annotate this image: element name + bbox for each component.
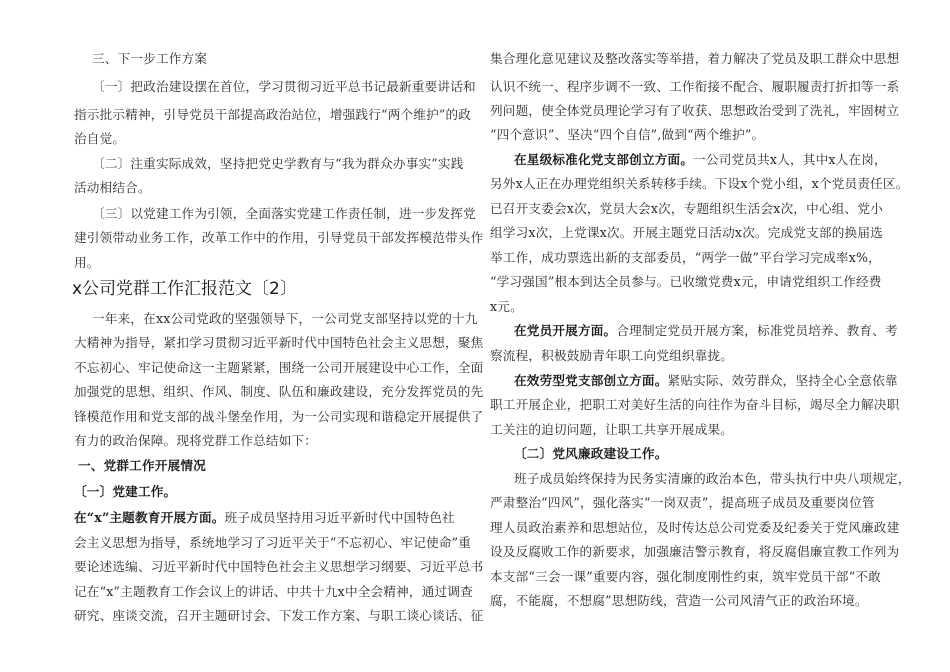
paragraph-line (514, 152, 887, 168)
paragraph-line: 列问题，使全体党员理论学习有了收获、思想政治受到了洗礼，牢固树立 (490, 103, 900, 118)
paragraph-line (74, 510, 455, 526)
paragraph-line: 理人员政治素养和思想站位，及时传达总公司党委及纪委关于党风廉政建 (490, 520, 900, 535)
paragraph-line: 举工作，成功票选出新的支部委员，“两学一做”平台学习完成率x%， (490, 250, 881, 265)
paragraph-line: 〔二〕注重实际成效，坚持把党史学教育与“我为群众办事实”实践 (92, 156, 464, 171)
paragraph-line: 有力的政治保障。现将党群工作总结如下： (74, 433, 318, 448)
inline-bold-heading: 在效劳型党支部创立方面。 (514, 373, 668, 388)
paragraph-line: 组学习x次，上党课x次。开展主题党日活动x次。完成党支部的换届选 (490, 225, 883, 240)
paragraph-line: 腐，不能腐，不想腐”思想防线，营造一公司风清气正的政治环境。 (490, 593, 868, 608)
section-heading-work-status: 一、党群工作开展情况 (78, 458, 206, 473)
paragraph-line: 已召开支委会x次，党员大会x次，专题组织生活会x次，中心组、党小 (490, 201, 883, 216)
subheading-clean-government: 〔二〕党风廉政建设工作。 (514, 446, 668, 461)
paragraph-line: 活动相结合。 (74, 180, 151, 195)
paragraph-line: 用。 (74, 255, 100, 270)
paragraph-line: 一年来，在xx公司党政的坚强领导下，一公司党支部坚持以党的十九 (92, 311, 478, 326)
paragraph-line (514, 323, 898, 339)
paragraph-line: 要论述选编、习近平新时代中国特色社会主义思想学习纲要、习近平总书 (74, 559, 484, 574)
paragraph-line: 察流程，积极鼓励青年职工向党组织靠拢。 (490, 348, 734, 363)
paragraph-line: 治自觉。 (74, 131, 126, 146)
paragraph-line: 班子成员始终保持为民务实清廉的政治本色，带头执行中央八项规定， (514, 471, 911, 486)
paragraph-line: 〔一〕把政治建设摆在首位，学习贯彻习近平总书记最新重要讲话和 (92, 79, 476, 94)
subheading-party-building: 〔一〕党建工作。 (74, 484, 177, 499)
paragraph-line: 指示批示精神，引导党员干部提高政治站位，增强践行“两个维护”的政 (74, 107, 472, 122)
inline-text: 一公司党员共x人，其中x人在岗， (693, 152, 887, 167)
paragraph-line: 会主义思想为指导，系统地学习了习近平关于“不忘初心、牢记使命”重 (74, 535, 472, 550)
inline-text: 紧贴实际、效劳群众，坚持全心全意依靠 (667, 373, 898, 388)
paragraph-line: x元。 (490, 299, 523, 314)
paragraph-line: 研究、座谈交流，召开主题研讨会、下发工作方案、与职工谈心谈话、征 (74, 608, 484, 623)
paragraph-line: 记在“x”主题教育工作会议上的讲话、中共十九x中全会精神，通过调查 (74, 584, 473, 599)
paragraph-line: 职工开展企业，把职工对美好生活的向往作为奋斗目标，竭尽全力解决职 (490, 397, 900, 412)
inline-text: 班子成员坚持用习近平新时代中国特色社 (224, 510, 455, 525)
paragraph-line: 设及反腐败工作的新要求，加强廉洁警示教育，将反腐倡廉宣教工作列为 (490, 544, 900, 559)
section-heading-next-steps: 三、下一步工作方案 (92, 51, 208, 66)
paragraph-line: 工关注的迫切问题，让职工共享开展成果。 (490, 422, 734, 437)
paragraph-line: 建引领带动业务工作，改革工作中的作用，引导党员干部发挥模范带头作 (74, 230, 484, 245)
inline-bold-heading: 在“x”主题教育开展方面。 (74, 510, 225, 525)
paragraph-line: 本支部“三会一课”重要内容，强化制度刚性约束，筑牢党员干部“不敢 (490, 569, 881, 584)
inline-text: 合理制定党员开展方案，标准党员培养、教育、考 (616, 323, 898, 338)
paragraph-line: 大精神为指导，紧扣学习贯彻习近平新时代中国特色社会主义思想，聚焦 (74, 335, 484, 350)
paragraph-line: 〔三〕以党建工作为引领，全面落实党建工作责任制，进一步发挥党 (92, 206, 476, 221)
inline-bold-heading: 在星级标准化党支部创立方面。 (514, 152, 694, 167)
paragraph-line: 认识不统一、程序步调不一致、工作衔接不配合、履职履责打折扣等一系 (490, 79, 900, 94)
paragraph-line: 集合理化意见建议及整改落实等举措，着力解决了党员及职工群众中思想 (490, 51, 900, 66)
paragraph-line: “四个意识”、坚决“四个自信”,做到“两个维护”。 (490, 127, 765, 142)
paragraph-line: 锋模范作用和党支部的战斗堡垒作用，为一公司实现和谐稳定开展提供了 (74, 409, 484, 424)
paragraph-line: 加强党的思想、组织、作风、制度、队伍和廉政建设，充分发挥党员的先 (74, 384, 484, 399)
document-title: x公司党群工作汇报范文〔2〕 (72, 279, 297, 299)
paragraph-line: 严肃整治“四风”，强化落实“一岗双责”，提高班子成员及重要岗位管 (490, 495, 875, 510)
paragraph-line: 不忘初心、牢记使命这一主题紧紧，围绕一公司开展建设中心工作，全面 (74, 360, 484, 375)
paragraph-line: 另外x人正在办理党组织关系转移手续。下设x个党小组，x个党员责任区。 (490, 176, 909, 191)
paragraph-line: “学习强国”根本到达全员参与。已收缴党费x元，申请党组织工作经费 (490, 274, 882, 289)
inline-bold-heading: 在党员开展方面。 (514, 323, 617, 338)
paragraph-line (514, 373, 898, 389)
